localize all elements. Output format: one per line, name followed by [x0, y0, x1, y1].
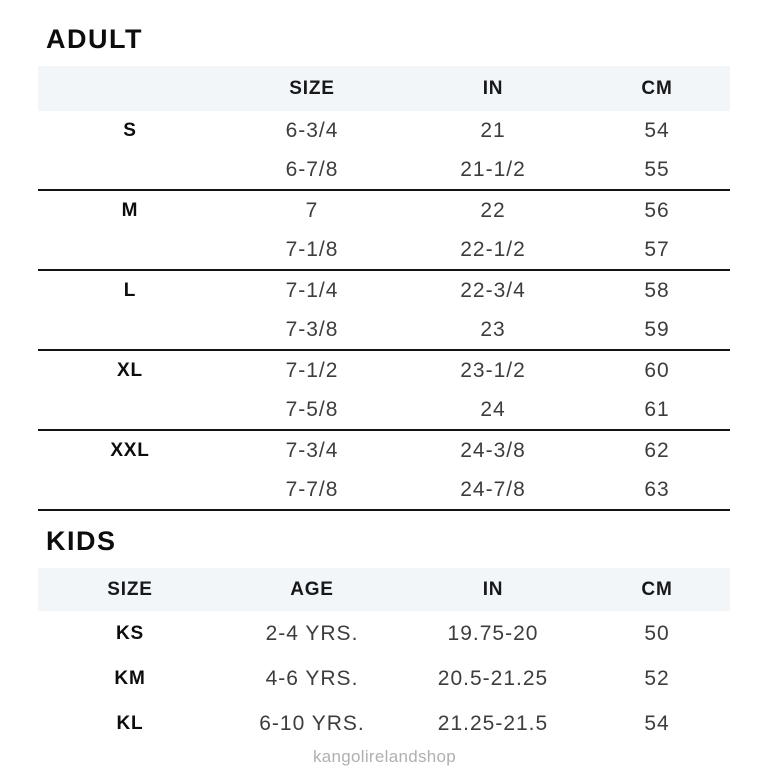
kids-size-table [38, 568, 730, 746]
table-cell-in: 21 [480, 118, 506, 142]
table-cell-in: 23 [480, 317, 506, 341]
table-cell-size: 7-1/4 [285, 278, 339, 302]
table-cell-in: 19.75-20 [447, 621, 539, 645]
table-cell-in: 22-3/4 [460, 278, 526, 302]
size-label: M [121, 199, 139, 221]
table-cell-cm: 58 [644, 278, 670, 302]
table-row [38, 271, 730, 310]
table-cell-cm: 56 [644, 198, 670, 222]
kids-header-size: SIZE [107, 578, 153, 600]
adult-size-group-l [38, 271, 730, 351]
table-row [38, 470, 730, 509]
site-watermark: kangolirelandshop [312, 747, 457, 766]
table-cell-cm: 60 [644, 358, 670, 382]
table-row [38, 111, 730, 150]
table-cell-age: 4-6 YRS. [265, 666, 359, 690]
adult-header-in: IN [482, 77, 504, 99]
adult-size-group-s [38, 111, 730, 191]
table-cell-cm: 63 [644, 477, 670, 501]
table-cell-in: 22 [480, 198, 506, 222]
table-cell-size: 7-1/2 [285, 358, 339, 382]
table-cell-in: 24-3/8 [460, 438, 526, 462]
table-cell-size: 7-5/8 [285, 397, 339, 421]
table-cell-cm: 55 [644, 157, 670, 181]
adult-size-group-xxl [38, 431, 730, 511]
table-row [38, 310, 730, 349]
table-cell-size: 7-1/8 [285, 237, 339, 261]
table-cell-in: 21.25-21.5 [437, 711, 549, 735]
kids-header-in: IN [482, 578, 504, 600]
table-row [38, 150, 730, 189]
size-label: S [123, 119, 137, 141]
table-cell-size: 6-7/8 [285, 157, 339, 181]
adult-size-group-xl [38, 351, 730, 431]
table-cell-in: 21-1/2 [460, 157, 526, 181]
table-cell-size: 7-3/8 [285, 317, 339, 341]
table-cell-size: 7-7/8 [285, 477, 339, 501]
table-cell-in: 20.5-21.25 [437, 666, 549, 690]
size-label: XXL [110, 439, 150, 461]
table-cell-size: 6-3/4 [285, 118, 339, 142]
size-label: KS [116, 622, 144, 644]
table-cell-cm: 57 [644, 237, 670, 261]
size-label: KM [114, 667, 146, 689]
table-row [38, 656, 730, 701]
table-cell-cm: 59 [644, 317, 670, 341]
size-label: L [123, 279, 137, 301]
adult-header-cm: CM [641, 77, 673, 99]
table-cell-size: 7-3/4 [285, 438, 339, 462]
table-cell-in: 24-7/8 [460, 477, 526, 501]
table-cell-cm: 50 [644, 621, 670, 645]
table-row [38, 351, 730, 390]
table-cell-cm: 61 [644, 397, 670, 421]
size-label: KL [116, 712, 144, 734]
kids-table-header-row [38, 568, 730, 611]
table-row [38, 191, 730, 230]
adult-size-table [38, 66, 730, 511]
table-row [38, 431, 730, 470]
table-cell-in: 22-1/2 [460, 237, 526, 261]
adult-table-header-row [38, 66, 730, 111]
table-cell-in: 23-1/2 [460, 358, 526, 382]
table-cell-cm: 52 [644, 666, 670, 690]
table-cell-size: 7 [305, 198, 319, 222]
table-row [38, 230, 730, 269]
table-cell-in: 24 [480, 397, 506, 421]
adult-section-title: ADULT [46, 24, 143, 54]
table-row [38, 701, 730, 746]
table-row [38, 390, 730, 429]
table-cell-cm: 62 [644, 438, 670, 462]
table-cell-age: 2-4 YRS. [265, 621, 359, 645]
adult-size-group-m [38, 191, 730, 271]
table-cell-cm: 54 [644, 711, 670, 735]
adult-header-size: SIZE [289, 77, 335, 99]
kids-header-age: AGE [290, 578, 334, 600]
table-cell-age: 6-10 YRS. [259, 711, 365, 735]
table-cell-cm: 54 [644, 118, 670, 142]
kids-header-cm: CM [641, 578, 673, 600]
kids-section-title: KIDS [46, 526, 117, 556]
table-row [38, 611, 730, 656]
size-label: XL [117, 359, 143, 381]
